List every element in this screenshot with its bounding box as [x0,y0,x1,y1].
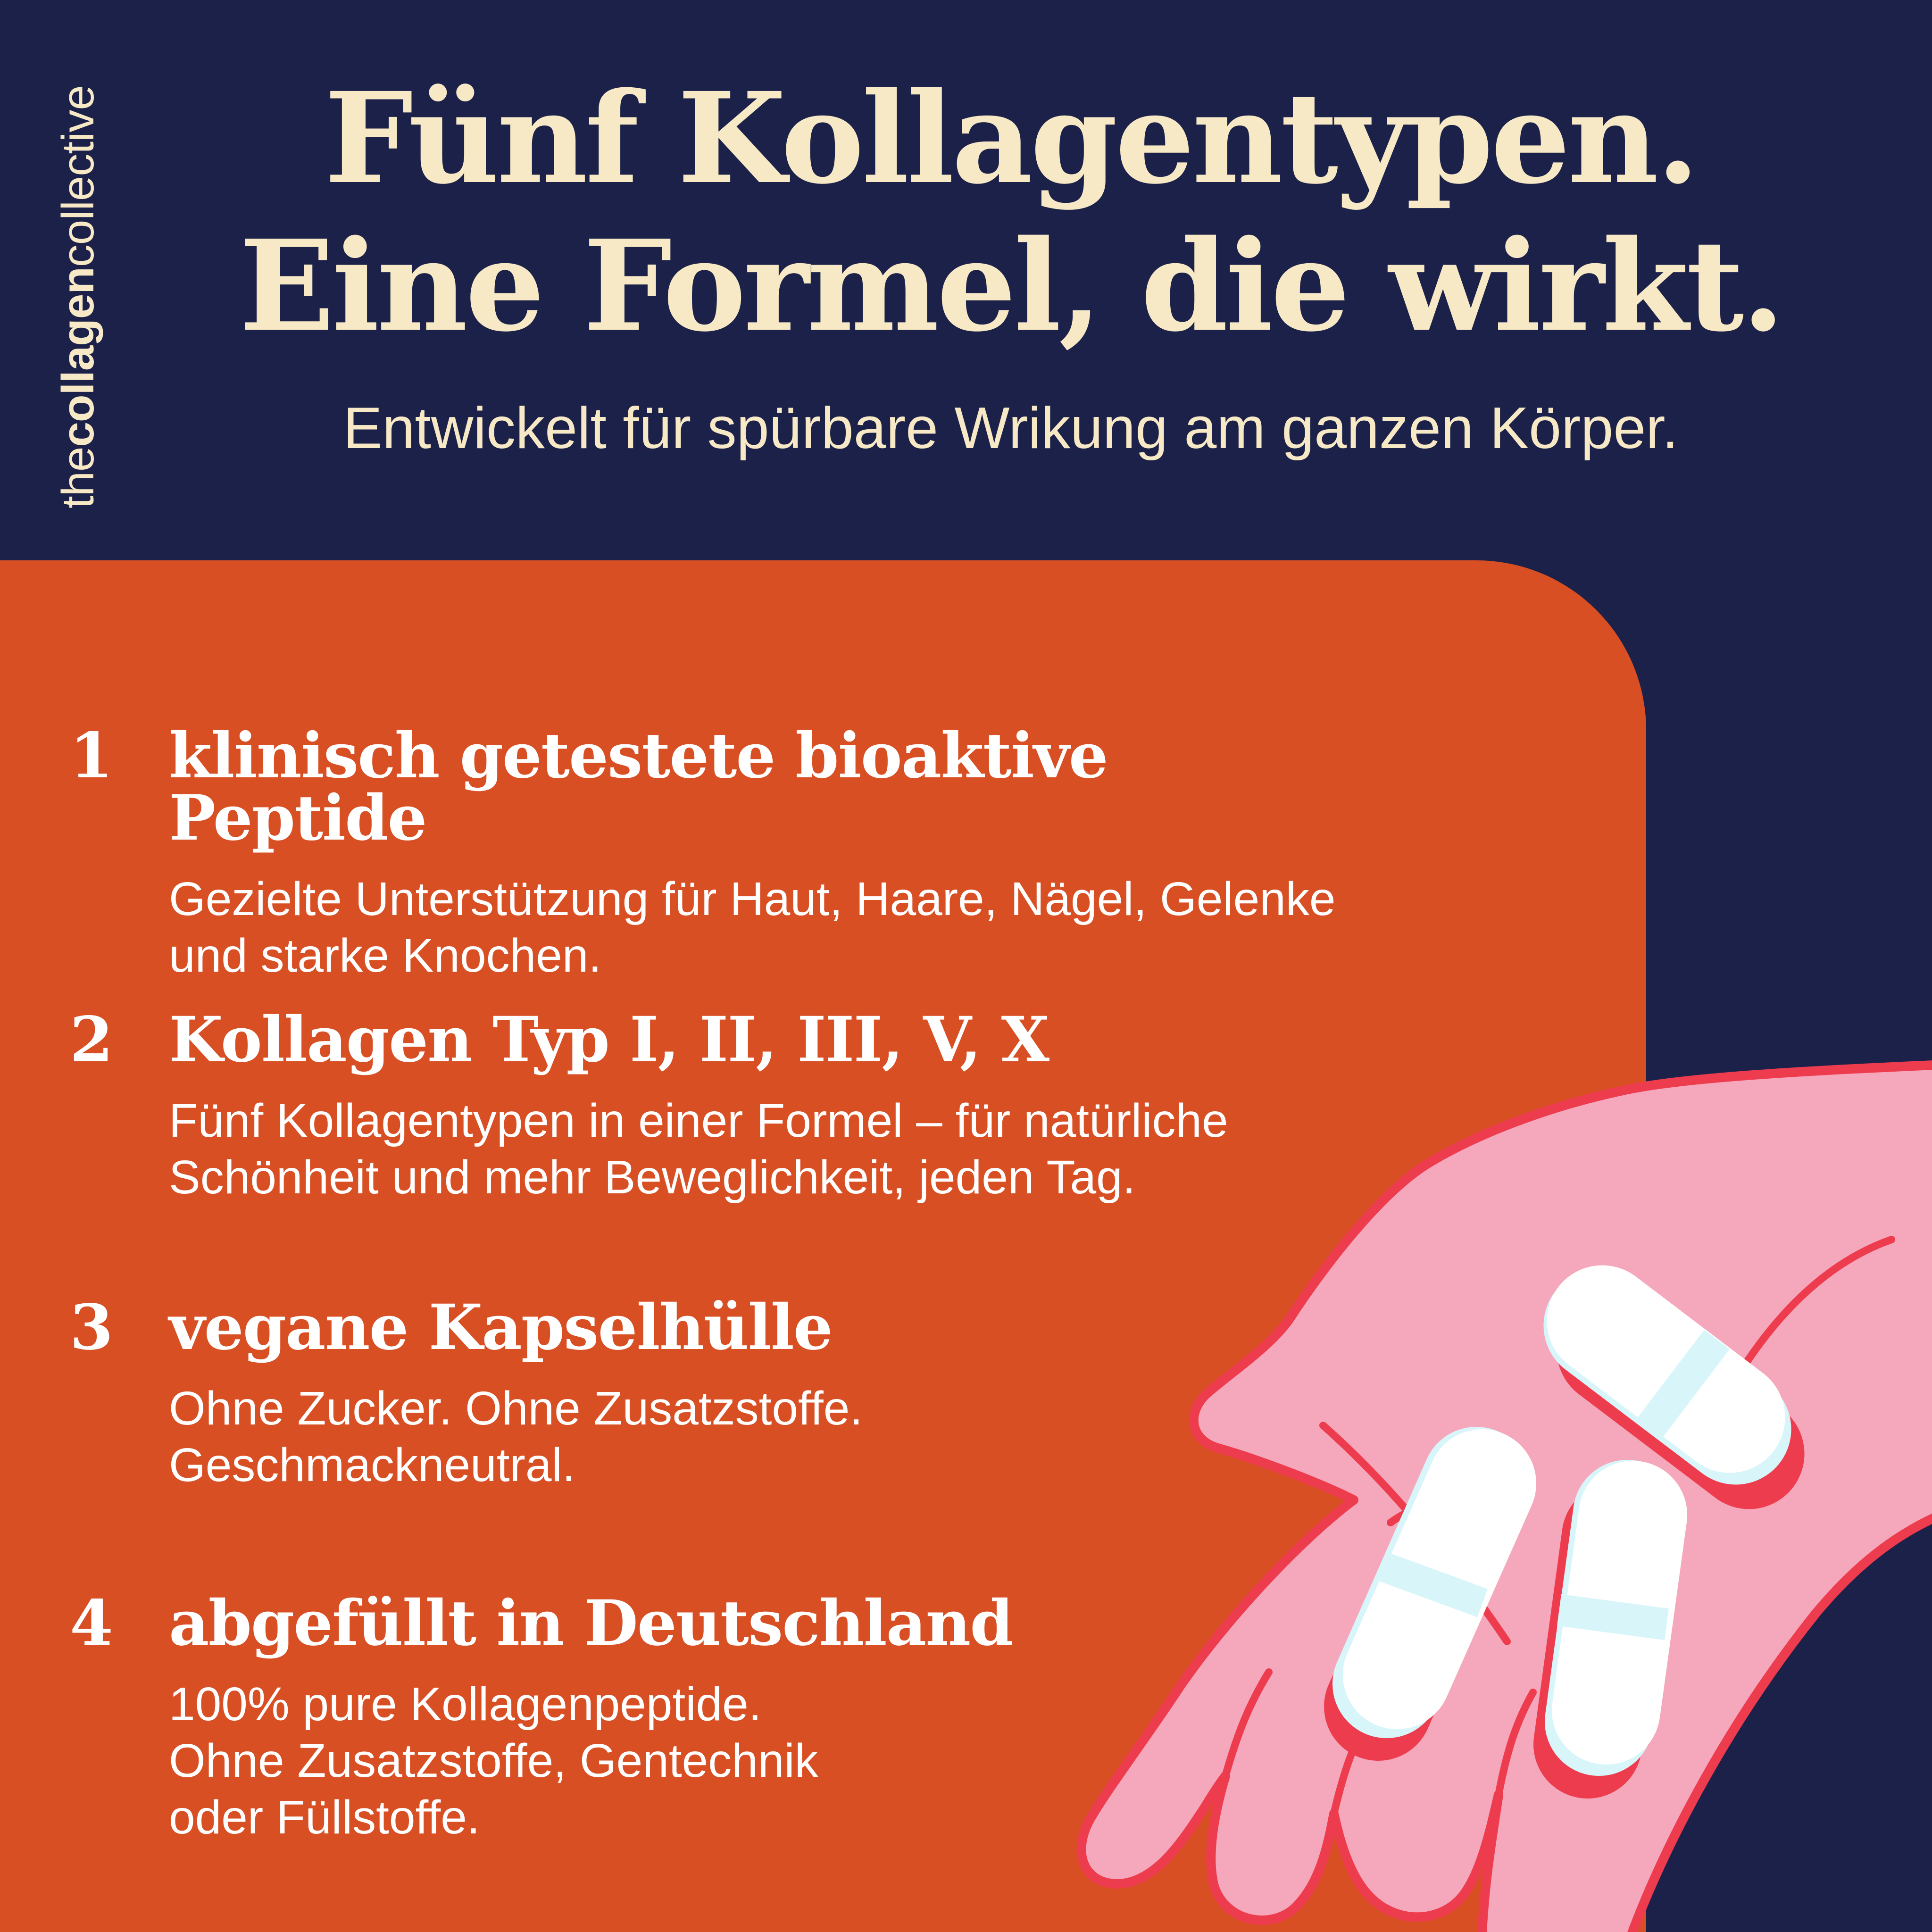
feature-description-line: Schönheit und mehr Beweglichkeit, jeden Tag. [169,1151,1136,1204]
feature-description-line: und starke Knochen. [169,929,602,982]
feature-title: klinisch getestete bioaktive Peptide [169,719,1108,855]
title-line-2: Eine Formel, die wirkt. [239,212,1782,359]
feature-description-line: Fünf Kollagentypen in einer Formel – für natürliche [169,1094,1228,1147]
feature-description-line: Gezielte Unterstützung für Haut, Haare, Nägel, Gelenke [169,873,1336,925]
hand-holding-capsules-illustration [967,1014,1932,1932]
brand-suffix: collective [53,85,103,267]
feature-description-line: Ohne Zusatzstoffe, Gentechnik [169,1734,818,1787]
brand-bold: collagen [53,267,103,447]
feature-number: 2 [70,1003,113,1076]
feature-item-1 [70,719,1382,984]
feature-content [169,1587,1013,1846]
feature-description-line: Geschmackneutral. [169,1439,575,1491]
feature-number: 4 [70,1587,113,1660]
feature-title: Kollagen Typ I, II, III, V, X [169,1003,1049,1076]
feature-title: abgefüllt in Deutschland [169,1587,1013,1660]
feature-title: vegane Kapselhülle [169,1291,832,1364]
title-line-1: Fünf Kollagentypen. [324,65,1698,212]
page-title [90,65,1932,360]
capsule-3 [1588,1514,1633,1744]
feature-description-line: oder Füllstoffe. [169,1791,480,1844]
feature-content [169,1291,863,1493]
feature-description-line: 100% pure Kollagenpeptide. [169,1678,762,1731]
page-subtitle: Entwickelt für spürbare Wrikung am ganzen Körper. [343,396,1679,461]
feature-number: 1 [70,719,113,792]
feature-number: 3 [70,1291,113,1364]
feature-content [169,719,1382,984]
feature-description-line: Ohne Zucker. Ohne Zusatzstoffe. [169,1382,863,1435]
feature-description [169,871,1382,984]
feature-description [169,1380,863,1493]
brand-prefix: the [53,447,103,508]
feature-description [169,1676,1013,1846]
